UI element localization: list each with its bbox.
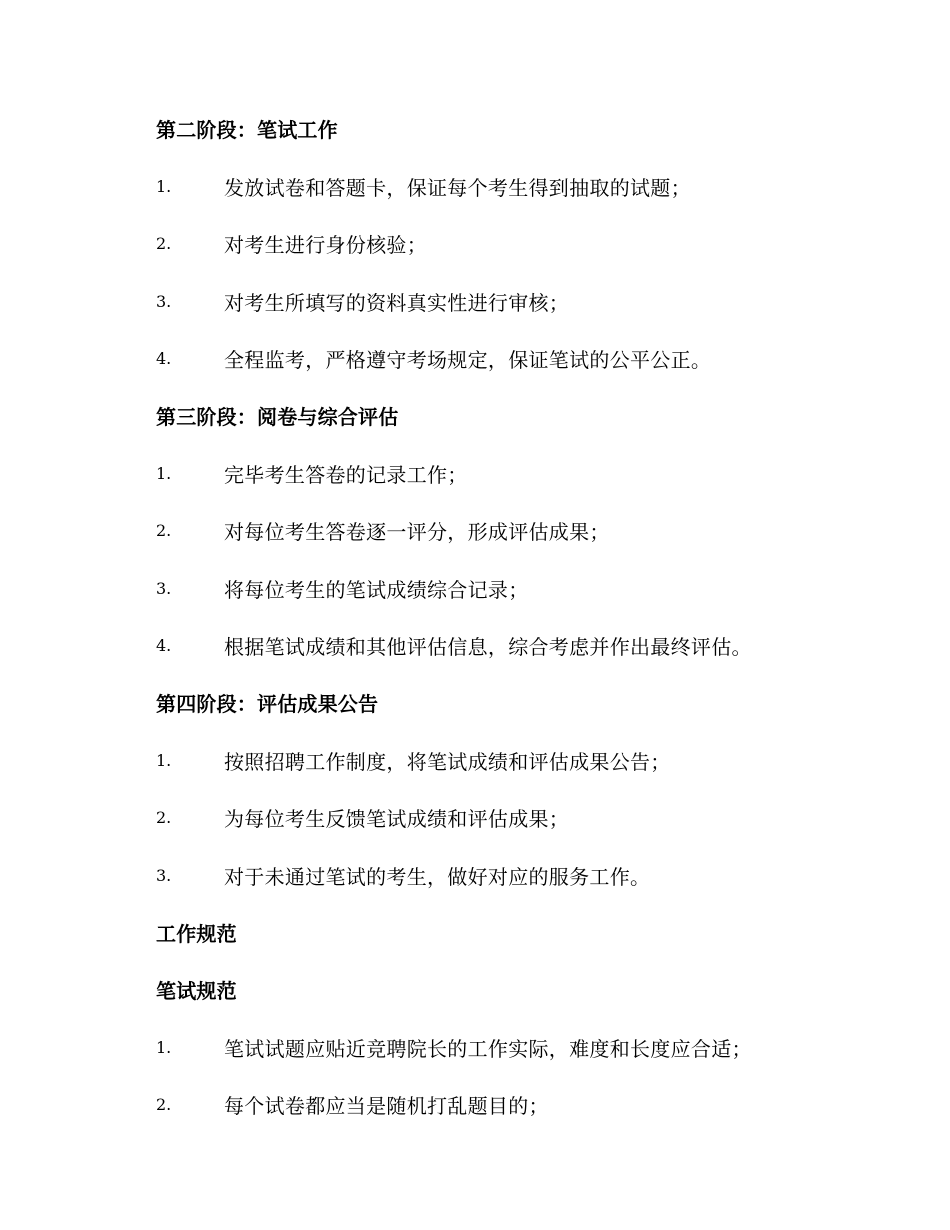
list-item-text: 根据笔试成绩和其他评估信息，综合考虑并作出最终评估。: [224, 634, 752, 659]
list-item: [156, 802, 569, 832]
list-item: [156, 860, 650, 890]
section-heading: 工作规范: [156, 921, 237, 946]
list-item: [156, 286, 569, 316]
list-item-text: 将每位考生的笔试成绩综合记录；: [224, 577, 529, 602]
list-item-number: 2.: [156, 233, 172, 253]
list-item-text: 发放试卷和答题卡，保证每个考生得到抽取的试题；: [224, 175, 691, 200]
section-heading: 笔试规范: [156, 978, 237, 1003]
list-item-number: 2.: [156, 520, 172, 540]
list-item: [156, 515, 610, 545]
list-item-text: 全程监考，严格遵守考场规定，保证笔试的公平公正。: [224, 347, 712, 372]
list-item: [156, 458, 468, 488]
list-item-number: 4.: [156, 635, 172, 655]
list-item-text: 对每位考生答卷逐一评分，形成评估成果；: [224, 519, 610, 544]
list-item-number: 4.: [156, 348, 172, 368]
list-item: [156, 573, 529, 603]
list-item: [156, 745, 671, 775]
list-item: [156, 228, 427, 258]
section-heading: 第三阶段：阅卷与综合评估: [156, 404, 399, 429]
list-item-number: 2.: [156, 807, 172, 827]
list-item-number: 3.: [156, 865, 172, 885]
list-item: [156, 1032, 752, 1062]
list-item-text: 每个试卷都应当是随机打乱题目的；: [224, 1093, 549, 1118]
list-item: [156, 171, 691, 201]
list-item-text: 按照招聘工作制度，将笔试成绩和评估成果公告；: [224, 749, 671, 774]
list-item-text: 对考生进行身份核验；: [224, 232, 427, 257]
list-item-number: 2.: [156, 1094, 172, 1114]
list-item-text: 对于未通过笔试的考生，做好对应的服务工作。: [224, 864, 651, 889]
list-item-number: 1.: [156, 463, 172, 483]
list-item-text: 笔试试题应贴近竞聘院长的工作实际，难度和长度应合适；: [224, 1036, 752, 1061]
section-heading: 第四阶段：评估成果公告: [156, 691, 379, 716]
list-item: [156, 343, 711, 373]
list-item-number: 1.: [156, 176, 172, 196]
list-item-number: 1.: [156, 750, 172, 770]
list-item-number: 1.: [156, 1037, 172, 1057]
list-item-text: 为每位考生反馈笔试成绩和评估成果；: [224, 806, 570, 831]
list-item: [156, 630, 752, 660]
list-item-text: 对考生所填写的资料真实性进行审核；: [224, 290, 570, 315]
list-item-number: 3.: [156, 291, 172, 311]
section-heading: 第二阶段：笔试工作: [156, 117, 338, 142]
list-item-text: 完毕考生答卷的记录工作；: [224, 462, 468, 487]
list-item: [156, 1089, 549, 1119]
list-item-number: 3.: [156, 578, 172, 598]
